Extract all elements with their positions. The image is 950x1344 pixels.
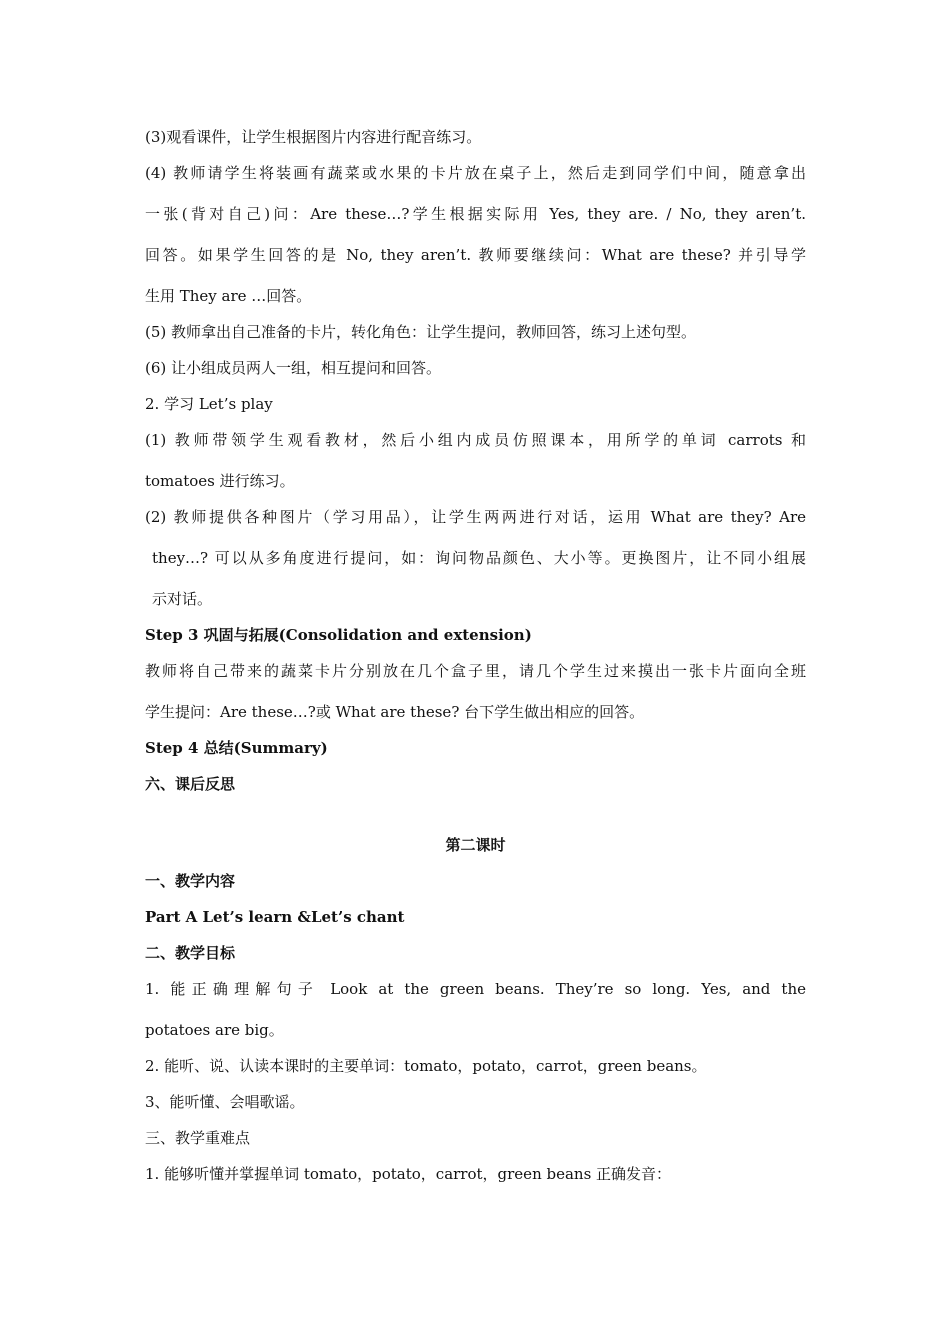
step-heading: Step 4 总结(Summary) bbox=[145, 739, 328, 757]
text-line: 学生提问：Are these…?或 What are these? 台下学生做出相应的回答。 bbox=[145, 703, 645, 721]
text-line: 1. 能够听懂并掌握单词 tomato，potato，carrot，green beans 正确发音： bbox=[145, 1165, 672, 1183]
text-line: 3、能听懂、会唱歌谣。 bbox=[145, 1093, 305, 1111]
text-line: (2) 教师提供各种图片（学习用品），让学生两两进行对话，运用 What are they? Are bbox=[145, 508, 806, 526]
text-line: 一张(背对自己)问：Are these…?学生根据实际用 Yes, they are. / No, they aren’t. bbox=[145, 205, 806, 223]
section-heading: 2. 学习 Let’s play bbox=[145, 395, 273, 413]
section-heading: 二、教学目标 bbox=[145, 944, 236, 962]
text-line: they…? 可以从多角度进行提问，如：询问物品颜色、大小等。更换图片，让不同小组展 bbox=[152, 549, 806, 567]
text-line: (1) 教师带领学生观看教材，然后小组内成员仿照课本，用所学的单词 carrots 和 bbox=[145, 431, 806, 449]
text-line: 示对话。 bbox=[152, 590, 213, 608]
section-heading: 三、教学重难点 bbox=[145, 1129, 251, 1147]
text-line: 回答。如果学生回答的是 No, they aren’t. 教师要继续问：What are these? 并引导学 bbox=[145, 246, 806, 264]
text-line: tomatoes 进行练习。 bbox=[145, 472, 295, 490]
text-line: potatoes are big。 bbox=[145, 1021, 284, 1039]
text-line: (3)观看课件，让学生根据图片内容进行配音练习。 bbox=[145, 128, 482, 146]
section-subheading: Part A Let’s learn &Let’s chant bbox=[145, 908, 405, 926]
text-line: 2. 能听、说、认读本课时的主要单词：tomato，potato，carrot，green beans。 bbox=[145, 1057, 707, 1075]
text-line: (4) 教师请学生将装画有蔬菜或水果的卡片放在桌子上，然后走到同学们中间，随意拿出 bbox=[145, 164, 806, 182]
text-line: 教师将自己带来的蔬菜卡片分别放在几个盒子里，请几个学生过来摸出一张卡片面向全班 bbox=[145, 662, 806, 680]
lesson-title: 第二课时 bbox=[445, 836, 506, 854]
text-line: (5) 教师拿出自己准备的卡片，转化角色：让学生提问，教师回答，练习上述句型。 bbox=[145, 323, 697, 341]
text-line: 1. 能正确理解句子 Look at the green beans. They’re so long. Yes, and the bbox=[145, 980, 806, 998]
step-heading: Step 3 巩固与拓展(Consolidation and extension) bbox=[145, 626, 532, 644]
text-line: 生用 They are …回答。 bbox=[145, 287, 312, 305]
section-heading: 六、课后反思 bbox=[145, 775, 236, 793]
text-line: (6) 让小组成员两人一组，相互提问和回答。 bbox=[145, 359, 442, 377]
section-heading: 一、教学内容 bbox=[145, 872, 236, 890]
